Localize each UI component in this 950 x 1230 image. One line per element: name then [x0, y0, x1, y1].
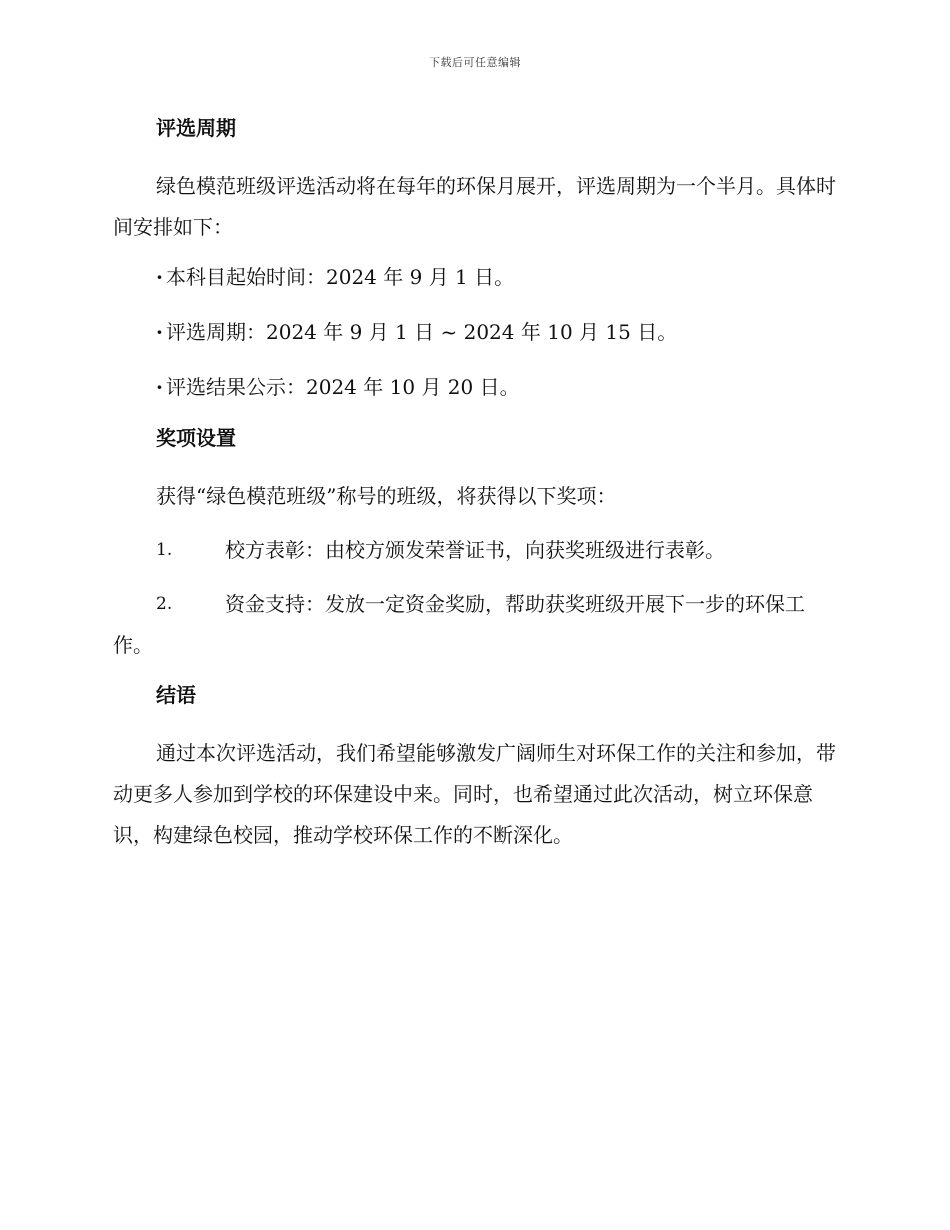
- item-number: 1.: [156, 540, 173, 560]
- bullet-item: [113, 261, 837, 293]
- item-text: 资金支持：发放一定资金奖励，帮助获奖班级开展下一步的环保工作。: [113, 592, 805, 657]
- numbered-item: [113, 584, 837, 666]
- bullet-item: [113, 371, 837, 403]
- schedule-paragraph: 绿色模范班级评选活动将在每年的环保月展开，评选周期为一个半月。具体时间安排如下：: [113, 174, 836, 239]
- bullet-text: 本科目起始时间：2024 年 9 月 1 日。: [166, 265, 515, 289]
- bullet-text: 评选结果公示：2024 年 10 月 20 日。: [166, 375, 520, 399]
- bullet-text: 评选周期：2024 年 9 月 1 日 ~ 2024 年 10 月 15 日。: [166, 320, 678, 344]
- bullet-dot-icon: ·: [156, 320, 163, 344]
- bullet-dot-icon: ·: [156, 265, 163, 289]
- numbered-item: [113, 530, 837, 571]
- section-title-conclusion: 结语: [156, 683, 196, 707]
- header-note: 下载后可任意编辑: [429, 56, 521, 69]
- item-text: 校方表彰：由校方颁发荣誉证书，向获奖班级进行表彰。: [225, 538, 725, 562]
- awards-paragraph: 获得“绿色模范班级”称号的班级，将获得以下奖项：: [156, 484, 617, 508]
- bullet-dot-icon: ·: [156, 375, 163, 399]
- section-title-schedule: 评选周期: [156, 116, 236, 140]
- document-body: [113, 112, 837, 869]
- bullet-item: [113, 316, 837, 348]
- conclusion-paragraph: 通过本次评选活动，我们希望能够激发广阔师生对环保工作的关注和参加，带动更多人参加到学校的环保建设中来。同时，也希望通过此次活动，树立环保意识，构建绿色校园，推动学校环保工作的不断深化。: [113, 741, 836, 847]
- section-title-awards: 奖项设置: [156, 426, 236, 450]
- item-number: 2.: [156, 594, 173, 614]
